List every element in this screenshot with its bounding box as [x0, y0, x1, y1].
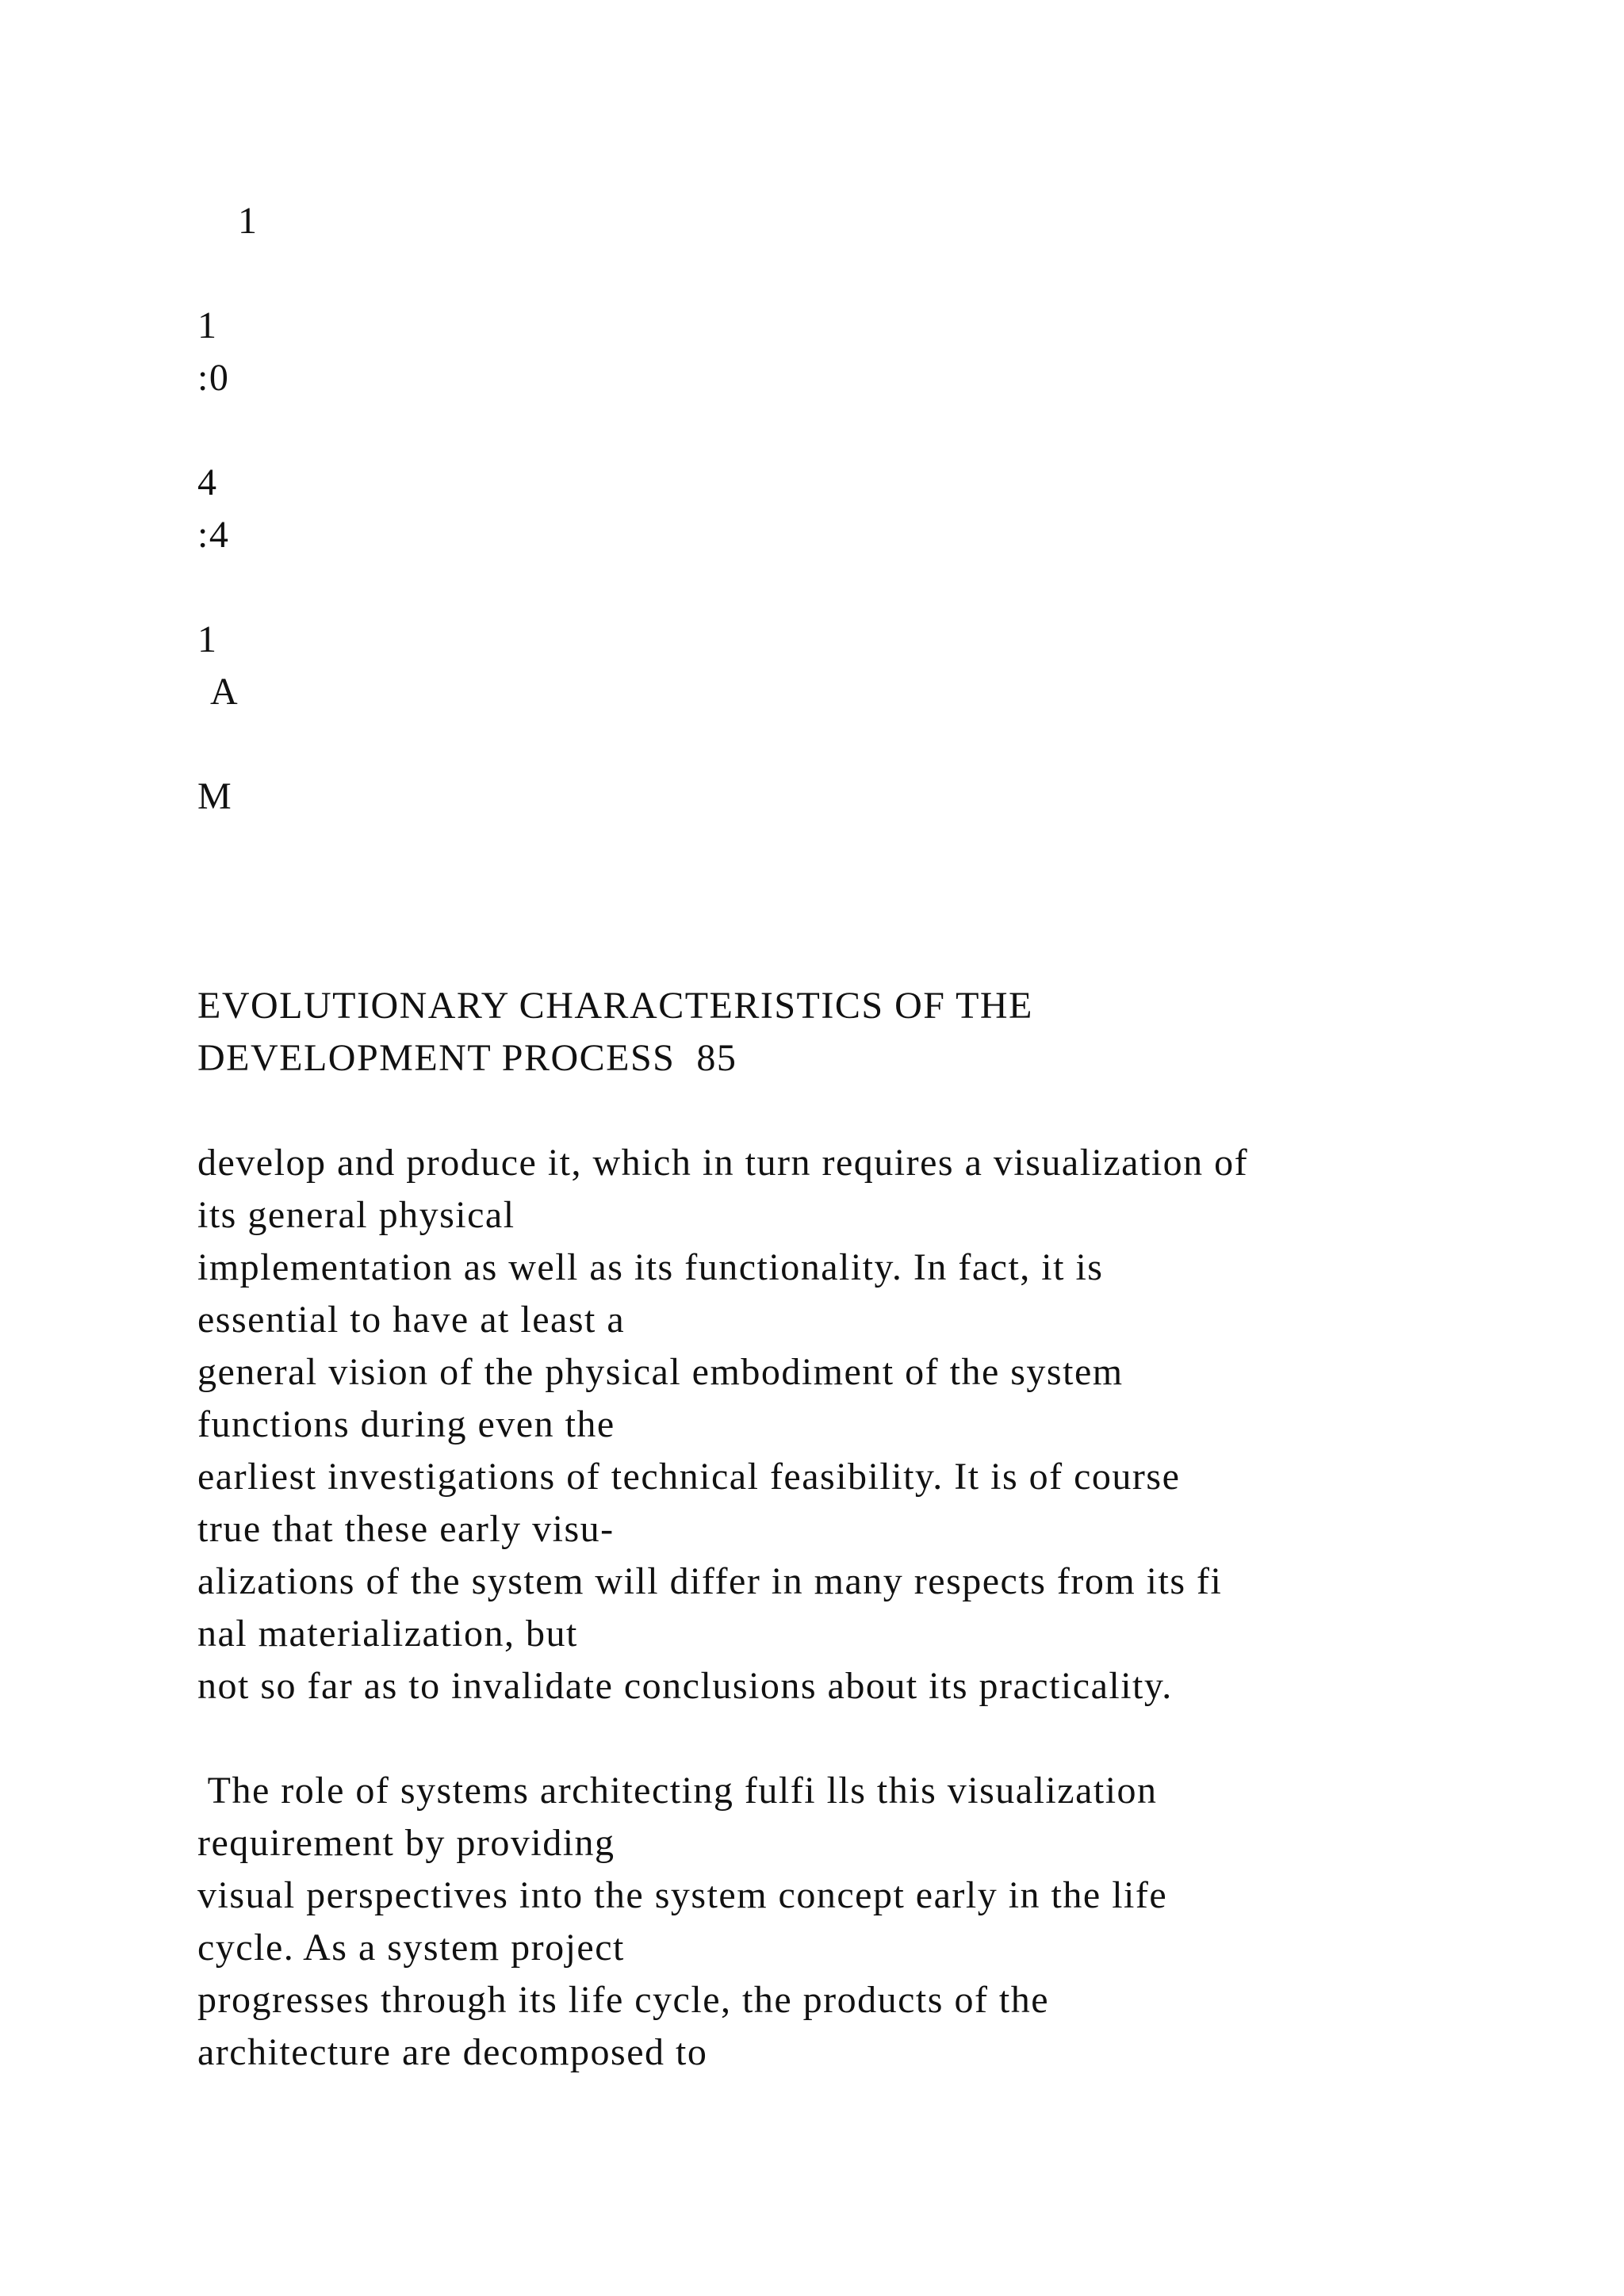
paragraph-1-line: true that these early visu-: [197, 1508, 615, 1550]
paragraph-1-line: develop and produce it, which in turn requires a visualization of: [197, 1142, 1249, 1184]
paragraph-1-line: earliest investigations of technical feasibility. It is of course: [197, 1456, 1181, 1498]
timestamp-fragment: :0: [197, 357, 230, 399]
timestamp-fragment: A: [210, 671, 239, 713]
timestamp-fragment: 1: [197, 304, 218, 346]
paragraph-1-line: alizations of the system will differ in many respects from its fi: [197, 1560, 1223, 1602]
paragraph-2-line: The role of systems architecting fulfi lls this visualization: [197, 1770, 1158, 1812]
paragraph-1-line: functions during even the: [197, 1403, 615, 1445]
running-heading-line-1: EVOLUTIONARY CHARACTERISTICS OF THE: [197, 985, 1033, 1027]
paragraph-2-line: architecture are decomposed to: [197, 2031, 708, 2073]
paragraph-1-line: not so far as to invalidate conclusions about its practicality.: [197, 1665, 1173, 1707]
timestamp-fragment: M: [197, 775, 233, 817]
running-heading-line-2: DEVELOPMENT PROCESS 85: [197, 1037, 737, 1079]
timestamp-fragment: 4: [197, 461, 218, 503]
timestamp-fragment: 1: [197, 618, 218, 660]
timestamp-fragment: :4: [197, 514, 230, 556]
paragraph-1-line: general vision of the physical embodiment of the system: [197, 1351, 1124, 1393]
paragraph-2-line: progresses through its life cycle, the products of the: [197, 1979, 1050, 2021]
timestamp-fragment: 1: [238, 200, 259, 242]
paragraph-2-line: visual perspectives into the system concept early in the life: [197, 1874, 1168, 1916]
paragraph-1-line: its general physical: [197, 1194, 515, 1236]
paragraph-1-line: nal materialization, but: [197, 1613, 578, 1655]
paragraph-2-line: requirement by providing: [197, 1822, 615, 1864]
paragraph-1-line: implementation as well as its functionality. In fact, it is: [197, 1246, 1104, 1288]
paragraph-1-line: essential to have at least a: [197, 1299, 626, 1341]
paragraph-2-line: cycle. As a system project: [197, 1927, 625, 1969]
